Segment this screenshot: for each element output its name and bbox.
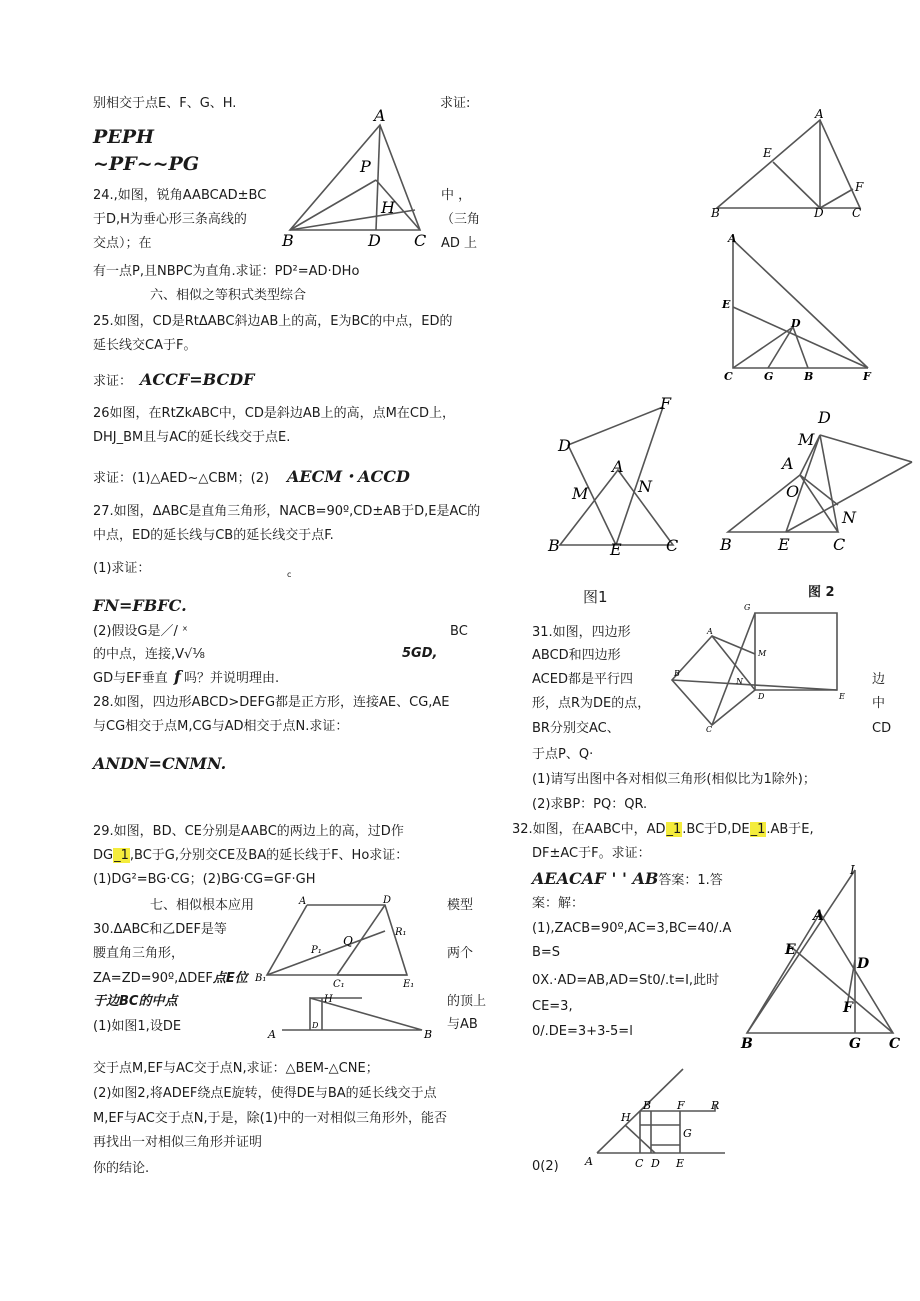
vertex-label: B [643,1099,652,1112]
vertex-label: A [612,457,624,476]
problem-25: 25.如图，CD是RtΔABC斜边AB上的高，E为BC的中点，ED的 [93,314,453,329]
problem-30: 30.ΔABC和乙DEF是等 [93,922,227,937]
vertex-label: M [572,484,589,503]
text-line: AD 上 [441,236,478,251]
segment [790,946,893,1033]
text-line: 案：解： [532,896,585,911]
vertex-label: C [666,536,679,555]
vertex-label: Q [343,934,353,948]
text-line: BR分别交AC、 [532,721,620,736]
figure-triangle-24 [280,106,430,250]
vertex-label: G [764,370,774,383]
text-line: 有一点P,且NBPC为直角.求证：PD²=AD·DHo [93,264,360,279]
vertex-label: D [651,1157,660,1170]
vertex-label: B [674,669,680,678]
vertex-label: B [282,231,294,250]
problem-24: 24.,如图，锐角AABCAD±BC [93,188,267,203]
vertex-label: M [798,430,815,449]
text-line: 别相交于点E、F、G、H. [93,96,237,111]
text-line: 交于点M,EF与AC交于点N,求证：△BEM-△CNE； [93,1061,379,1076]
text-line: BC [450,624,468,639]
triangle-abc [290,125,420,230]
vertex-label: D [312,1021,319,1030]
vertex-label: E [763,146,772,160]
text-line: 中 [872,696,886,711]
text-line: DHJ_BM且与AC的延长线交于点E. [93,430,291,445]
vertex-label: A [585,1155,593,1168]
vertex-label: A [813,908,824,924]
vertex-label: F [855,180,864,194]
vertex-label: A [815,107,824,121]
problem-29: 29.如图，BD、CE分别是AABC的两边上的高，过D作 [93,824,404,839]
vertex-label: N [736,677,743,686]
vertex-label: F [843,1000,853,1016]
vertex-label: C₁ [333,979,345,990]
text-line: 0(2) [532,1159,559,1174]
vertex-label: A [299,896,307,907]
vertex-label: C [889,1036,901,1052]
vertex-label: B [804,370,814,383]
vertex-label: B [548,536,560,555]
altitude-cd [733,327,793,368]
parallelogram-abcd [267,905,407,975]
vertex-label: E [839,692,845,701]
vertex-label: A [268,1028,276,1041]
vertex-label: C [635,1157,644,1170]
vertex-label: E [676,1157,685,1170]
section-heading: 七、相似根本应用 [150,898,255,913]
vertex-label: A [374,106,386,125]
text-line: (1)求证： [93,561,151,576]
text-line: 吗？并说明理由. [184,671,280,686]
text-line: （三角 [441,212,481,227]
segment-df [568,407,663,445]
text-line: 形，点R为DE的点， [532,696,651,711]
vertex-label: P [360,157,371,176]
vertex-label: D [383,895,392,906]
text-line: 的中点，连接,V√⅛ [93,647,205,662]
section-heading: 六、相似之等积式类型综合 [150,288,307,303]
text-line: DG_1,BC于G,分别交CE及BA的延长线于F、Ho求证： [93,848,409,863]
vertex-label: B [720,535,732,554]
vertex-label: H [324,994,333,1005]
text-line: f [174,667,181,686]
vertex-label: F [677,1099,685,1112]
vertex-label: C [852,206,862,220]
equation-line: ACCF=BCDF [140,370,255,389]
vertex-label: D [758,692,765,701]
segment-an [800,475,838,505]
text-line: 0/.DE=3+3-5=l [532,1024,633,1039]
text-line: (1),ZACB=90º,AC=3,BC=40/.A [532,921,732,936]
text-line: 中点，ED的延长线与CB的延长线交于点F. [93,528,334,543]
text-line: 中 ， [441,188,472,203]
text-line: (2)如图2,将ADEF绕点E旋转，使得DE与BA的延长线交于点 [93,1086,437,1101]
vertex-label: D [558,436,571,455]
highlight-mark: _1 [750,822,766,837]
text-line: 0X.·AD=AB,AD=St0/.t=I,此时 [532,973,720,988]
text-line: (1)如图1,设DE [93,1019,182,1034]
vertex-label: Ⅰ [850,863,855,877]
vertex-label: C [724,370,733,383]
altitude-ad [376,125,380,230]
text-line: (2)求BP：PQ：QR. [532,797,648,812]
figure-30-2 [720,405,915,560]
segment-df [820,435,912,462]
equation-line: AECM・ACCD [287,467,410,486]
vertex-label: E [610,540,622,559]
text-line: 边 [872,672,886,687]
text-line: M,EF与AC交于点N,于是，除(1)中的一对相似三角形外，能否 [93,1111,448,1126]
vertex-label: P₁ [311,945,322,956]
vertex-label: C [414,231,427,250]
text-line: CD [872,721,892,736]
text-line: 再找出一对相似三角形并证明 [93,1135,263,1150]
triangle-abc [560,470,673,545]
text-line: ABCD和四边形 [532,648,621,663]
text-line: (2)假设G是／/ ˣ [93,624,188,639]
equation-line: FN=FBFC. [93,596,187,615]
text-line: 于边BC的中点 [93,994,178,1009]
vertex-label: M [758,649,767,658]
highlight-mark: _1 [114,848,129,863]
vertex-label: R₁ [395,927,407,938]
segment [747,870,855,1033]
equation-line: ANDN=CNMN. [93,754,227,773]
problem-26: 26如图，在RtZkABC中，CD是斜边AB上的高，点M在CD上， [93,406,455,421]
vertex-label: A [782,454,794,473]
figure-right-triangle [718,230,888,390]
segment [820,189,853,208]
text-line: 5GD, [402,646,438,661]
problem-32: 32.如图，在AABC中，AD_1.BC于D,DE_1.AB于E, [512,822,814,837]
vertex-label: N [638,477,652,496]
equation-line: ~PF~~PG [93,153,200,175]
figure-parallelograms-31 [255,895,430,990]
triangle-abc [717,120,860,208]
segment-br [267,931,385,975]
text-line: CE=3, [532,999,573,1014]
text-line: 与AB [447,1017,478,1032]
vertex-label: B₁ [255,973,267,984]
vertex-label: E [778,535,790,554]
equation-line: PEPH [93,126,155,148]
figure-30-1 [548,395,688,565]
vertex-label: B [424,1028,433,1041]
vertex-label: C [833,535,846,554]
text-line: DF±AC于F。求证： [532,846,651,861]
vertex-label: A [728,232,737,245]
text-line: 延长线交CA于F。 [93,338,197,353]
vertex-label: B [741,1036,753,1052]
problem-28: 28.如图，四边形ABCD>DEFG都是正方形，连接AE、CG,AE [93,695,450,710]
vertex-label: E₁ [403,979,415,990]
text-line: 模型 [447,898,474,913]
segment-gd [768,327,793,368]
vertex-label: D [818,408,831,427]
text-line: 你的结论. [93,1161,150,1176]
vertex-label: A [707,627,713,636]
vertex-label: G [683,1127,692,1140]
vertex-label: B [711,206,720,220]
triangle-abc [728,475,838,532]
text-line: 求证：(1)△AED~△CBM；(2) [93,471,270,486]
highlight-mark: _1 [666,822,682,837]
text-line: B=S [532,945,561,960]
problem-27: 27.如图，ΔABC是直角三角形，NACB=90º,CD±AB于D,E是AC的 [93,504,481,519]
text-line: GD与EF垂直 [93,671,168,686]
figure-triangle-25 [705,105,885,225]
problem-31: 31.如图，四边形 [532,625,631,640]
text-line: 于D,H为垂心形三条高线的 [93,212,247,227]
vertex-label: F [863,370,871,383]
vertex-label: R [711,1099,720,1112]
text-line: 两个 [447,946,474,961]
figure-squares-28 [672,598,872,738]
text-line: 腰直角三角形， [93,946,185,961]
figure-caption-2: 图 2 [808,585,835,600]
vertex-label: G [744,603,751,612]
text-line: 求证: [440,96,471,111]
text-line: (1)请写出图中各对相似三角形(相似比为1除外)； [532,772,816,787]
vertex-label: D [857,956,870,972]
vertex-label: D [368,231,381,250]
segment-bd [793,327,808,368]
vertex-label: H [621,1111,631,1124]
text-line: 求证： [93,374,133,389]
vertex-label: N [842,508,856,527]
vertex-label: E [785,942,796,958]
text-line: ZA=ZD=90º,ΔDEF点E位 [93,971,248,986]
vertex-label: D [791,317,801,330]
vertex-label: G [849,1036,861,1052]
triangle [282,998,422,1030]
square-defg [755,613,837,690]
text-line: (1)DG²=BG·CG；(2)BG·CG=GF·GH [93,872,316,887]
figure-small-triangle [262,992,437,1042]
text-line: 交点）；在 [93,236,152,251]
vertex-label: H [381,198,395,217]
stray-mark: c [287,570,292,579]
text-line: 与CG相交于点M,CG与AD相交于点N.求证： [93,719,349,734]
figure-triangle-32 [735,858,910,1053]
text-line: 的顶上 [447,994,487,1009]
text-line: AEACAF ' ' AB答案：1.答 [532,869,723,888]
vertex-label: E [722,298,731,311]
vertex-label: F [660,394,672,413]
figure-caption-1: 图1 [583,588,608,606]
figure-rectangle-bottom [585,1065,730,1175]
vertex-label: D [814,206,824,220]
vertex-label: C [706,725,713,734]
segment [773,162,820,208]
vertex-label: O [786,482,800,501]
text-line: 于点P、Q· [532,747,594,762]
text-line: ACED都是平行四 [532,672,633,687]
